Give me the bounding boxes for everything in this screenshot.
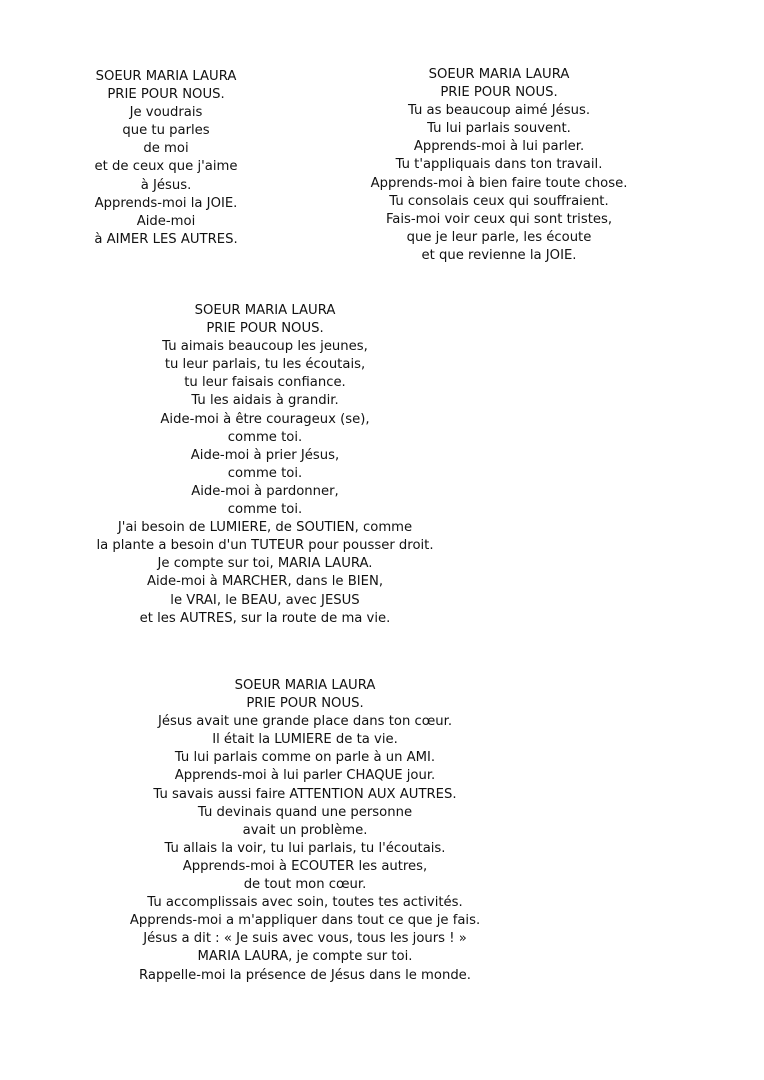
prayer-subtitle: PRIE POUR NOUS. <box>246 696 364 712</box>
prayer-line: et de ceux que j'aime <box>94 159 238 175</box>
prayer-line: à Jésus. <box>140 177 192 193</box>
prayer-line: la plante a besoin d'un TUTEUR pour pousser droit. <box>96 538 434 554</box>
prayer-line: comme toi. <box>227 429 303 445</box>
prayer-line: Tu t'appliquais dans ton travail. <box>395 157 603 173</box>
prayer-line: Apprends-moi à ECOUTER les autres, <box>182 858 428 874</box>
prayer-line: Tu lui parlais comme on parle à un AMI. <box>174 750 436 766</box>
prayer-title: SOEUR MARIA LAURA <box>234 678 376 693</box>
prayer-line: de tout mon cœur. <box>243 877 367 893</box>
prayer-line: Fais-moi voir ceux qui sont tristes, <box>385 211 613 227</box>
prayer-line: Tu les aidais à grandir. <box>191 393 339 409</box>
prayer-line: à AIMER LES AUTRES. <box>94 231 238 247</box>
prayer-line: Tu allais la voir, tu lui parlais, tu l'écoutais. <box>164 840 446 856</box>
prayer-block-4 <box>90 677 520 985</box>
prayer-line: que tu parles <box>122 123 210 139</box>
prayer-line: Apprends-moi à lui parler. <box>413 139 585 155</box>
prayer-line: Tu consolais ceux qui souffraient. <box>389 193 609 209</box>
prayer-line: MARIA LAURA, je compte sur toi. <box>197 949 413 965</box>
prayer-block-1 <box>68 68 264 249</box>
prayer-line: Apprends-moi a m'appliquer dans tout ce que je fais. <box>129 913 481 929</box>
prayer-line: Aide-moi à prier Jésus, <box>190 447 340 463</box>
prayer-line: de moi <box>143 141 189 157</box>
prayer-line: le VRAI, le BEAU, avec JESUS <box>170 592 360 608</box>
prayer-line: Jésus a dit : « Je suis avec vous, tous les jours ! » <box>143 931 467 947</box>
prayer-title: SOEUR MARIA LAURA <box>95 69 237 84</box>
prayer-line: Apprends-moi la JOIE. <box>94 195 238 211</box>
prayer-line: comme toi. <box>227 502 303 518</box>
prayer-line: et que revienne la JOIE. <box>421 247 577 263</box>
prayer-line: Tu accomplissais avec soin, toutes tes activités. <box>147 895 463 911</box>
prayer-line: Tu lui parlais souvent. <box>427 121 571 137</box>
prayer-line: avait un problème. <box>242 822 368 838</box>
prayer-line: Apprends-moi à bien faire toute chose. <box>370 175 628 191</box>
prayer-block-2 <box>340 66 658 265</box>
prayer-line: tu leur parlais, tu les écoutais, <box>164 357 366 373</box>
prayer-line: Il était la LUMIERE de ta vie. <box>212 732 398 748</box>
prayer-line: Je compte sur toi, MARIA LAURA. <box>157 556 373 572</box>
prayer-line: Tu as beaucoup aimé Jésus. <box>407 103 591 119</box>
prayer-title: SOEUR MARIA LAURA <box>428 67 570 82</box>
prayer-subtitle: PRIE POUR NOUS. <box>206 321 324 337</box>
prayer-line: Rappelle-moi la présence de Jésus dans le monde. <box>139 967 471 983</box>
prayer-line: Tu savais aussi faire ATTENTION AUX AUTRES. <box>153 786 457 802</box>
prayer-line: Aide-moi à être courageux (se), <box>160 411 370 427</box>
prayer-line: tu leur faisais confiance. <box>184 375 346 391</box>
prayer-line: Jésus avait une grande place dans ton cœur. <box>157 714 453 730</box>
prayer-line: Aide-moi <box>136 213 196 229</box>
prayer-line: Aide-moi à pardonner, <box>191 483 339 499</box>
prayer-line: et les AUTRES, sur la route de ma vie. <box>139 610 391 626</box>
prayer-line: Apprends-moi à lui parler CHAQUE jour. <box>174 768 436 784</box>
prayer-line: Tu devinais quand une personne <box>197 804 413 820</box>
prayer-title: SOEUR MARIA LAURA <box>194 303 336 318</box>
prayer-line: Je voudrais <box>129 105 203 121</box>
prayer-block-3 <box>60 302 470 628</box>
prayer-line: J'ai besoin de LUMIERE, de SOUTIEN, comme <box>117 520 413 536</box>
prayer-line: Aide-moi à MARCHER, dans le BIEN, <box>146 574 384 590</box>
prayer-line: Tu aimais beaucoup les jeunes, <box>162 339 368 355</box>
prayer-subtitle: PRIE POUR NOUS. <box>440 85 558 101</box>
prayer-subtitle: PRIE POUR NOUS. <box>107 87 225 103</box>
prayer-line: comme toi. <box>227 465 303 481</box>
prayer-line: que je leur parle, les écoute <box>406 229 592 245</box>
